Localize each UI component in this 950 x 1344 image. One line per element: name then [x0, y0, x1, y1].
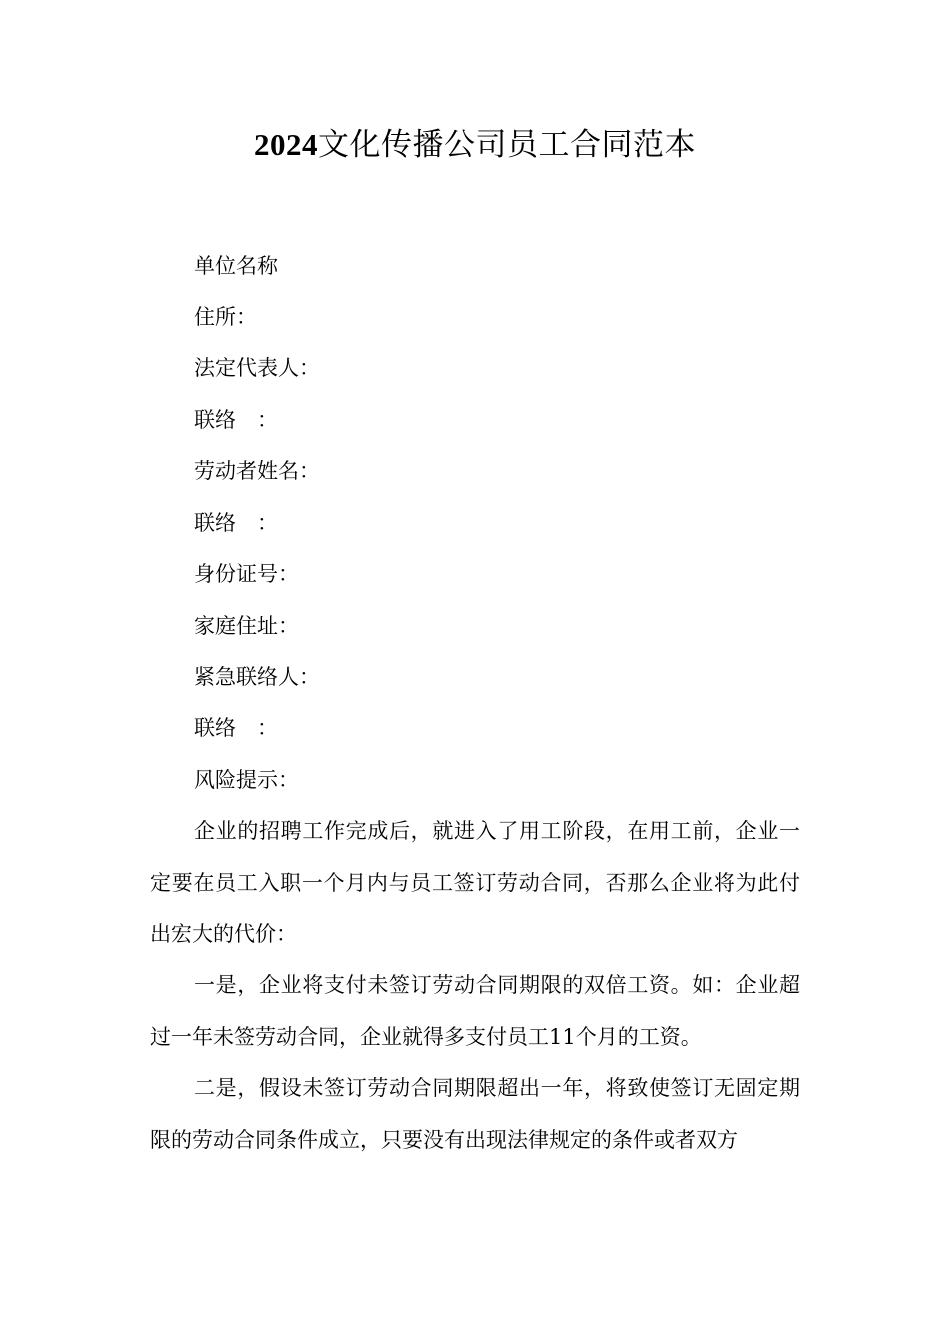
document-title: [150, 122, 800, 168]
field-legal-representative: 法定代表人：: [194, 356, 320, 380]
paragraph-point-two: 二是，假设未签订劳动合同期限超出一年，将致使签订无固定期限的劳动合同条件成立，只要没有出现法律规定的条件或者双方: [150, 1076, 800, 1152]
field-worker-name: 劳动者姓名：: [194, 459, 320, 483]
field-worker-contact: 联络 ：: [194, 511, 278, 535]
field-id-number: 身份证号：: [194, 562, 299, 586]
field-home-address: 家庭住址：: [194, 614, 299, 638]
field-emergency-phone: 联络 ：: [194, 716, 278, 740]
paragraph-point-one: 一是，企业将支付未签订劳动合同期限的双倍工资。如：企业超过一年未签劳动合同，企业就得多支付员工11个月的工资。: [150, 973, 800, 1049]
field-emergency-contact: 紧急联络人：: [194, 665, 320, 689]
field-unit-name: 单位名称: [194, 254, 278, 278]
title-number: 2024: [254, 127, 318, 162]
paragraph-intro: 企业的招聘工作完成后，就进入了用工阶段，在用工前，企业一定要在员工入职一个月内与员工签订劳动合同，否那么企业将为此付出宏大的代价：: [150, 819, 800, 946]
title-text: 文化传播公司员工合同范本: [318, 127, 696, 163]
field-risk-notice: 风险提示：: [194, 768, 299, 792]
field-address: 住所：: [194, 305, 257, 329]
field-employer-contact: 联络 ：: [194, 408, 278, 432]
